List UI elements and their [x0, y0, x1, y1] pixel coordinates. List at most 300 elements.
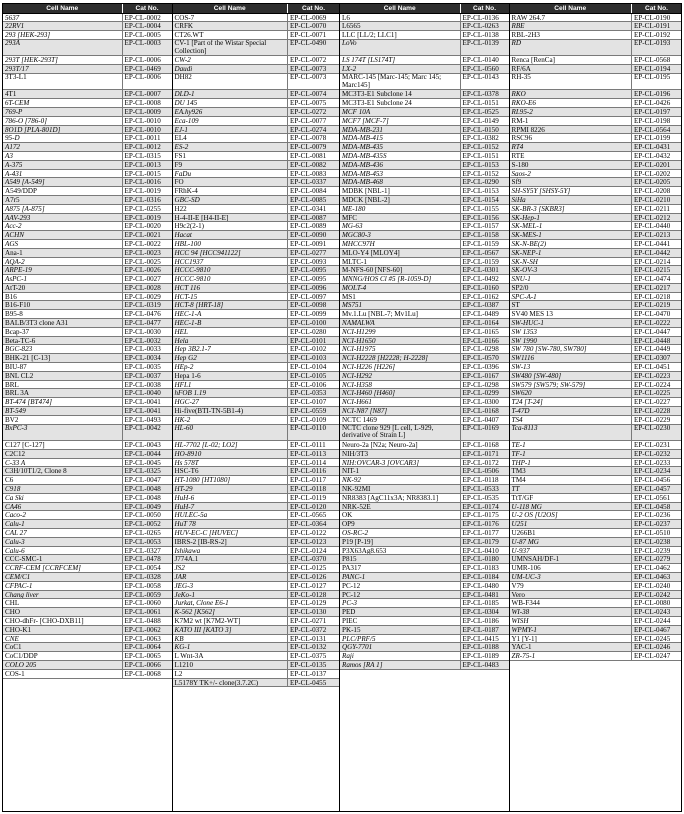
table-row	[510, 249, 681, 258]
header-cell-catalog: Cat No.	[135, 5, 159, 12]
cell-name: BALB/3T3 clone A31	[3, 319, 123, 327]
cell-name: K7M2 wt [K7M2-WT]	[173, 617, 289, 625]
table-row	[340, 416, 509, 425]
table-row	[173, 679, 340, 688]
catalog-number: EP-CL-0477	[124, 319, 161, 327]
cell-name: SW 1990	[510, 337, 632, 345]
cell-name: CNE	[3, 635, 123, 643]
catalog-number: EP-CL-0016	[124, 178, 161, 187]
catalog-number: EP-CL-0059	[124, 590, 161, 599]
catalog-number: EP-CL-0034	[124, 354, 161, 363]
table-row	[510, 643, 681, 652]
catalog-number: EP-CL-0234	[633, 467, 671, 476]
cell-name: RL95-2	[510, 108, 632, 116]
table-row	[173, 187, 340, 196]
cell-name: 293 [HEK-293]	[3, 31, 123, 39]
table-row	[510, 22, 681, 31]
catalog-number: EP-CL-0137	[290, 669, 327, 678]
catalog-number: EP-CL-0087	[290, 213, 327, 222]
catalog-number: EP-CL-0458	[633, 502, 671, 511]
catalog-number: EP-CL-0193	[633, 39, 671, 47]
cell-name: SK-N-BE(2)	[510, 240, 632, 248]
table-row	[510, 222, 681, 231]
table-row	[340, 407, 509, 416]
catalog-number: EP-CL-0176	[462, 520, 499, 528]
catalog-number: EP-CL-0506	[462, 467, 499, 476]
catalog-number: EP-CL-0047	[124, 476, 161, 485]
catalog-number: EP-CL-0567	[462, 248, 499, 257]
table-row	[510, 476, 681, 485]
catalog-number: EP-CL-0210	[633, 195, 671, 204]
catalog-number: EP-CL-0135	[290, 660, 327, 669]
catalog-number: EP-CL-0219	[633, 301, 671, 310]
cell-name: JS2	[173, 564, 289, 572]
catalog-number: EP-CL-0143	[462, 73, 499, 81]
table-row	[510, 65, 681, 74]
catalog-number: EP-CL-0478	[124, 555, 161, 564]
cell-name: PIEC	[340, 617, 461, 625]
table-row	[3, 222, 172, 231]
catalog-number: EP-CL-0082	[290, 160, 327, 169]
table-row	[3, 529, 172, 538]
table-row	[173, 205, 340, 214]
table-row	[3, 310, 172, 319]
catalog-number: EP-CL-0007	[124, 90, 161, 99]
cell-name: Raji	[340, 652, 461, 660]
cell-name: GBC-SD	[173, 196, 289, 204]
catalog-number: EP-CL-0070	[290, 22, 327, 31]
cell-name: NCTC clone 929 [L cell, L-929, derivative of Strain L]	[340, 425, 461, 440]
cell-name: DH82	[173, 74, 289, 89]
table-row	[340, 467, 509, 476]
catalog-number: EP-CL-0037	[124, 371, 161, 380]
catalog-number: EP-CL-0222	[633, 319, 671, 327]
table-row	[340, 22, 509, 31]
cell-name: MDA-MB-435S	[340, 152, 461, 160]
catalog-number: EP-CL-0009	[124, 107, 161, 116]
catalog-number: EP-CL-0431	[633, 143, 671, 151]
cell-name: M-NFS-60 [NFS-60]	[340, 266, 461, 274]
table-row	[173, 240, 340, 249]
catalog-number: EP-CL-0154	[462, 195, 499, 204]
table-row	[340, 134, 509, 143]
cell-name: Sf9	[510, 178, 632, 186]
table-row	[173, 214, 340, 223]
cell-name: Hep 3B2.1-7	[173, 345, 289, 353]
catalog-number: EP-CL-0002	[124, 13, 161, 22]
catalog-number: EP-CL-0065	[124, 652, 161, 660]
cell-name: SW 1353	[510, 328, 632, 336]
cell-name: CRFK	[173, 22, 289, 30]
cell-name: RM-1	[510, 117, 632, 125]
catalog-number: EP-CL-0064	[124, 643, 161, 652]
catalog-number: EP-CL-0188	[462, 643, 499, 652]
table-row	[3, 134, 172, 143]
table-row	[3, 117, 172, 126]
catalog-number: EP-CL-0028	[124, 283, 161, 292]
catalog-number: EP-CL-0073	[290, 65, 327, 73]
cell-name: NCI-H661	[340, 398, 461, 406]
cell-name: MDA-MB-435	[340, 143, 461, 151]
cell-name: PK-15	[340, 626, 461, 634]
catalog-number: EP-CL-0195	[633, 73, 671, 81]
catalog-number: EP-CL-0236	[633, 511, 671, 520]
table-row	[3, 74, 172, 90]
cell-name: WPMY-1	[510, 626, 632, 634]
cell-name: MLO-Y4 [MLOY4]	[340, 249, 461, 257]
table-row	[3, 555, 172, 564]
table-row	[510, 547, 681, 556]
cell-name: P19 [P-19]	[340, 538, 461, 546]
cell-name: Beta-TC-6	[3, 337, 123, 345]
cell-name: CFPAC-1	[3, 582, 123, 590]
cell-name: 22RV1	[3, 22, 123, 30]
table-row	[340, 599, 509, 608]
catalog-number: EP-CL-0375	[290, 652, 327, 660]
catalog-number: EP-CL-0030	[124, 327, 161, 336]
catalog-number: EP-CL-0152	[462, 143, 499, 151]
cell-name: SW-13	[510, 363, 632, 371]
cell-name: SV40 MES 13	[510, 310, 632, 318]
catalog-number: EP-CL-0168	[462, 407, 499, 415]
table-row	[510, 337, 681, 346]
catalog-number: EP-CL-0074	[290, 90, 327, 99]
cell-name: PLC/PRF/5	[340, 635, 461, 643]
table-header-row	[340, 4, 509, 14]
catalog-number: EP-CL-0341	[290, 204, 327, 213]
table-row	[340, 231, 509, 240]
table-row	[510, 143, 681, 152]
catalog-number: EP-CL-0480	[462, 581, 499, 590]
cell-name: BxPC-3	[3, 425, 123, 440]
table-row	[3, 345, 172, 354]
table-row	[340, 591, 509, 600]
catalog-number: EP-CL-0198	[633, 116, 671, 125]
table-row	[173, 74, 340, 90]
cell-name: CHL	[3, 599, 123, 607]
cell-name: CHO-K1	[3, 626, 123, 634]
cell-name: BT-549	[3, 407, 123, 415]
catalog-number: EP-CL-0185	[462, 599, 499, 608]
catalog-number: EP-CL-0225	[633, 389, 671, 398]
catalog-number: EP-CL-0307	[633, 354, 671, 363]
table-row	[510, 389, 681, 398]
catalog-number: EP-CL-0407	[462, 415, 499, 424]
catalog-number: EP-CL-0020	[124, 222, 161, 231]
cell-name: HL-60	[173, 425, 289, 440]
table-row	[340, 170, 509, 179]
table-row	[510, 161, 681, 170]
catalog-number: EP-CL-0168	[462, 441, 499, 449]
catalog-number: EP-CL-0382	[462, 134, 499, 143]
catalog-number: EP-CL-0080	[633, 599, 671, 608]
cell-name: A-375	[3, 161, 123, 169]
cell-name: MDA-MB-231	[340, 126, 461, 134]
table-row	[3, 31, 172, 40]
catalog-number: EP-CL-0290	[462, 178, 499, 187]
catalog-number: EP-CL-0159	[462, 239, 499, 248]
cell-name: U-937	[510, 547, 632, 555]
cell-name: Acc-2	[3, 222, 123, 230]
table-row	[510, 74, 681, 90]
table-column-2	[173, 4, 341, 811]
catalog-number: EP-CL-0013	[124, 160, 161, 169]
cell-name: NCI-H358	[340, 381, 461, 389]
table-row	[340, 381, 509, 390]
cell-name: MFC	[340, 214, 461, 222]
cell-name: C6	[3, 476, 123, 484]
table-row	[510, 363, 681, 372]
table-row	[340, 178, 509, 187]
table-row	[3, 459, 172, 468]
table-row	[173, 354, 340, 363]
cell-name: A549/DDP	[3, 187, 123, 195]
catalog-number: EP-CL-0372	[290, 625, 327, 634]
cell-name: L1210	[173, 661, 289, 669]
catalog-number: EP-CL-0280	[290, 327, 327, 336]
cell-name: MARC-145 [Marc-145; Marc 145; Marc145]	[340, 74, 461, 89]
table-row	[340, 635, 509, 644]
cell-name: DLD-1	[173, 90, 289, 98]
catalog-number: EP-CL-0474	[633, 275, 671, 283]
cell-name: L6	[340, 14, 461, 22]
catalog-number: EP-CL-0247	[633, 652, 671, 660]
table-row	[3, 564, 172, 573]
cell-name: RBE	[510, 22, 632, 30]
table-row	[510, 178, 681, 187]
table-row	[173, 178, 340, 187]
catalog-number: EP-CL-0230	[633, 424, 671, 432]
cell-name: NCI-H1975	[340, 345, 461, 353]
cell-name: HT-29	[173, 485, 289, 493]
table-row	[340, 293, 509, 302]
catalog-number: EP-CL-0032	[124, 336, 161, 345]
table-row	[340, 626, 509, 635]
table-row	[510, 459, 681, 468]
cell-name: COLO 205	[3, 661, 123, 669]
table-row	[510, 345, 681, 354]
catalog-number: EP-CL-0062	[124, 625, 161, 634]
table-row	[340, 529, 509, 538]
table-row	[173, 381, 340, 390]
table-row	[340, 196, 509, 205]
table-row	[510, 284, 681, 293]
catalog-number: EP-CL-0337	[290, 178, 327, 187]
table-column-3	[340, 4, 510, 811]
table-row	[3, 450, 172, 459]
table-row	[510, 214, 681, 223]
catalog-number: EP-CL-0231	[633, 441, 671, 449]
catalog-number: EP-CL-0113	[290, 449, 326, 458]
catalog-number: EP-CL-0152	[462, 169, 499, 178]
header-cell-name: Cell Name	[3, 4, 123, 13]
catalog-number: EP-CL-0189	[462, 652, 499, 660]
table-row	[340, 354, 509, 363]
table-row	[3, 301, 172, 310]
cell-name: RF/6A	[510, 65, 632, 73]
table-row	[340, 328, 509, 337]
catalog-number: EP-CL-0021	[124, 231, 161, 239]
catalog-number: EP-CL-0151	[462, 151, 499, 160]
cell-name: A3	[3, 152, 123, 160]
table-row	[510, 520, 681, 529]
catalog-number: EP-CL-0242	[633, 590, 671, 599]
cell-name: LX-2	[340, 65, 461, 73]
cell-name: UMR-106	[510, 564, 632, 572]
catalog-number: EP-CL-0048	[124, 485, 161, 493]
table-row	[173, 22, 340, 31]
cell-name: BV2	[3, 416, 123, 424]
cell-name: MCF 10A	[340, 108, 461, 116]
cell-name: MOLT-4	[340, 284, 461, 292]
cell-name: SK-OV-3	[510, 266, 632, 274]
catalog-number: EP-CL-0451	[633, 363, 671, 371]
table-row	[173, 319, 340, 328]
table-row	[510, 626, 681, 635]
cell-name: J774A.1	[173, 555, 289, 563]
cell-name: NRK-52E	[340, 503, 461, 511]
table-row	[340, 143, 509, 152]
table-row	[3, 389, 172, 398]
cell-name: QGY-7701	[340, 643, 461, 651]
table-row	[3, 425, 172, 441]
cell-name: Caco-2	[3, 511, 123, 519]
table-row	[340, 240, 509, 249]
cell-name: HuH-7	[173, 503, 289, 511]
catalog-number: EP-CL-0447	[633, 327, 671, 336]
cell-name: SW-HUC-1	[510, 319, 632, 327]
cell-name: MDA-MB-436	[340, 161, 461, 169]
cell-name: L5178Y TK+/- clone(3.7.2C)	[173, 679, 289, 687]
cell-name: HCCC-9810	[173, 266, 289, 274]
catalog-number: EP-CL-0069	[290, 13, 327, 22]
catalog-number: EP-CL-0138	[462, 31, 499, 39]
table-row	[510, 293, 681, 302]
cell-name: CW-2	[173, 56, 289, 64]
table-row	[3, 22, 172, 31]
table-row	[340, 511, 509, 520]
catalog-number: EP-CL-0006	[124, 73, 161, 81]
catalog-number: EP-CL-0129	[290, 599, 327, 608]
cell-name: HuH-6	[173, 494, 289, 502]
table-row	[173, 652, 340, 661]
table-row	[173, 459, 340, 468]
cell-name: KG-1	[173, 643, 289, 651]
catalog-number: EP-CL-0063	[124, 634, 161, 643]
cell-name: C127 [C-127]	[3, 441, 123, 449]
cell-name: OS-RC-2	[340, 529, 461, 537]
cell-name: HUV-EC-C [HUVEC]	[173, 529, 289, 537]
cell-name: COS-7	[173, 14, 289, 22]
catalog-number: EP-CL-0184	[462, 572, 499, 581]
table-row	[340, 249, 509, 258]
catalog-number: EP-CL-0127	[290, 581, 327, 590]
cell-name: HCT 116	[173, 284, 289, 292]
catalog-number: EP-CL-0565	[290, 511, 327, 520]
table-row	[510, 40, 681, 56]
cell-name: Calu-6	[3, 547, 123, 555]
catalog-number: EP-CL-0125	[290, 564, 327, 572]
table-row	[173, 337, 340, 346]
catalog-number: EP-CL-0124	[290, 546, 327, 555]
catalog-number: EP-CL-0101	[290, 336, 327, 345]
catalog-number: EP-CL-0149	[462, 116, 499, 125]
cell-name: HCT-8 [HRT-18]	[173, 301, 289, 309]
cell-name: NIH:OVCAR-3 [OVCAR3]	[340, 459, 461, 467]
catalog-number: EP-CL-0455	[290, 678, 327, 687]
cell-name: MS751	[340, 301, 461, 309]
cell-name: RPMI 8226	[510, 126, 632, 134]
cell-name: Ramos [RA 1]	[340, 661, 461, 669]
catalog-number: EP-CL-0167	[462, 371, 499, 380]
cell-name: SW1116	[510, 354, 632, 362]
catalog-number: EP-CL-0426	[633, 99, 671, 107]
table-row	[510, 582, 681, 591]
catalog-number: EP-CL-0533	[462, 485, 499, 493]
catalog-number: EP-CL-0441	[633, 239, 671, 248]
catalog-number: EP-CL-0011	[124, 134, 161, 143]
table-row	[510, 126, 681, 135]
table-row	[3, 573, 172, 582]
table-row	[3, 275, 172, 284]
table-row	[340, 284, 509, 293]
table-row	[173, 467, 340, 476]
table-row	[173, 573, 340, 582]
table-row	[173, 661, 340, 670]
table-row	[173, 249, 340, 258]
catalog-number: EP-CL-0081	[290, 151, 327, 160]
table-row	[173, 608, 340, 617]
cell-name: 4T1	[3, 90, 123, 98]
cell-name: HCCC-9810	[173, 275, 289, 283]
cell-name: CHO	[3, 608, 123, 616]
cell-name: JEG-3	[173, 582, 289, 590]
catalog-number: EP-CL-0199	[633, 134, 671, 143]
cell-name: CoC1/DDP	[3, 652, 123, 660]
table-row	[340, 337, 509, 346]
table-row	[510, 425, 681, 441]
table-row	[340, 40, 509, 56]
table-row	[173, 56, 340, 65]
catalog-number: EP-CL-0568	[633, 56, 671, 65]
table-row	[173, 143, 340, 152]
catalog-number: EP-CL-0109	[290, 415, 327, 424]
cell-name: CoC1	[3, 643, 123, 651]
cell-name: HEL	[173, 328, 289, 336]
cell-name: NCI-H1299	[340, 328, 461, 336]
cell-name: 6T-CEM	[3, 99, 123, 107]
cell-name: Renca [RenCa]	[510, 56, 632, 64]
cell-name: Daudi	[173, 65, 289, 73]
table-row	[173, 196, 340, 205]
catalog-number: EP-CL-0120	[290, 502, 327, 511]
catalog-number: EP-CL-0097	[290, 292, 327, 301]
cell-name: MNNG/HOS Cl #5 [R-1059-D]	[340, 275, 461, 283]
table-row	[510, 503, 681, 512]
table-row	[340, 459, 509, 468]
cell-name: 8O1D [PLA-801D]	[3, 126, 123, 134]
catalog-number: EP-CL-0089	[290, 222, 327, 231]
table-row	[510, 398, 681, 407]
table-row	[173, 511, 340, 520]
table-row	[340, 661, 509, 670]
cell-name: JAR	[173, 573, 289, 581]
table-row	[340, 319, 509, 328]
cell-name: H-4-II-E [H4-II-E]	[173, 214, 289, 222]
catalog-number: EP-CL-0012	[124, 143, 161, 151]
table-row	[510, 328, 681, 337]
table-row	[3, 319, 172, 328]
